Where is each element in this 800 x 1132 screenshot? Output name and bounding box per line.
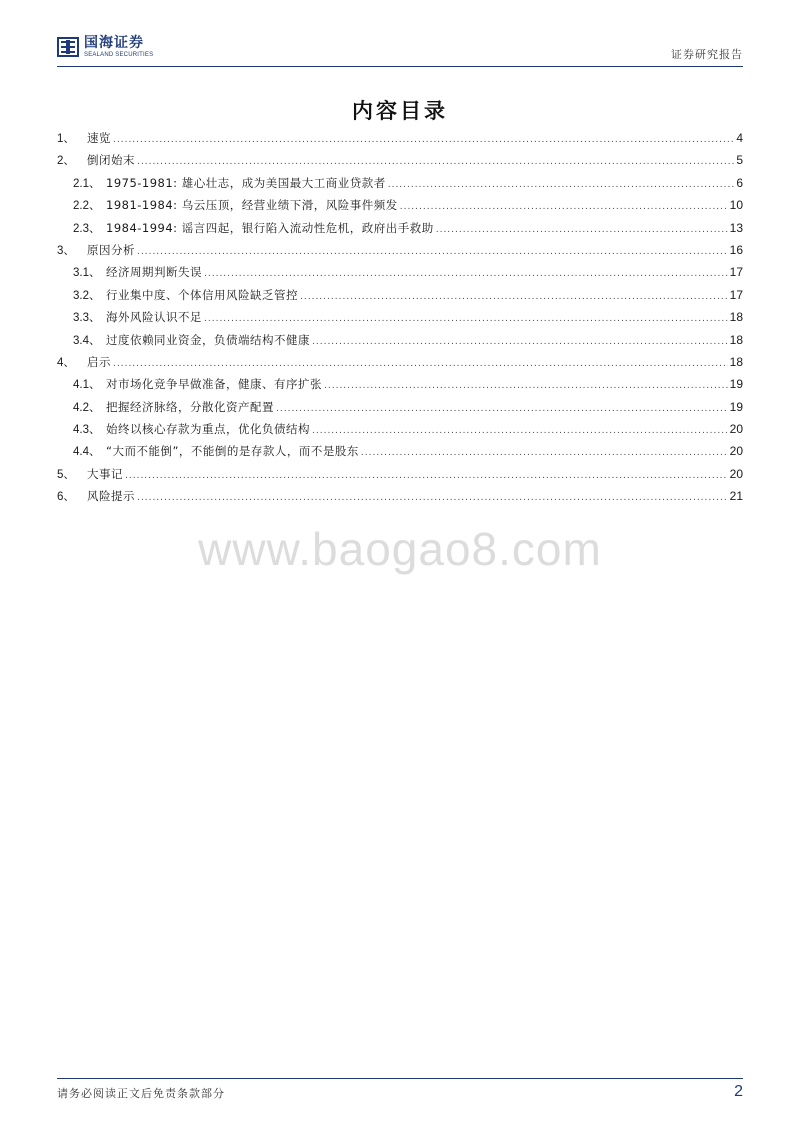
brand-name-cn: 国海证券: [84, 35, 144, 51]
toc-entry-page[interactable]: 16: [729, 242, 743, 257]
toc-entry-number: 3.2、: [73, 289, 101, 302]
table-of-contents: [57, 130, 743, 511]
toc-entry-number: 3、: [57, 244, 75, 257]
toc-entry-page[interactable]: 13: [729, 220, 743, 235]
toc-dot-leader: [388, 180, 735, 190]
toc-entry[interactable]: [57, 399, 743, 421]
toc-entry-label[interactable]: “大而不能倒”，不能倒的是存款人，而不是股东: [106, 444, 359, 459]
toc-dot-leader: [312, 426, 728, 436]
toc-dot-leader: [436, 225, 728, 235]
toc-entry[interactable]: [57, 242, 743, 264]
toc-entry-page[interactable]: 19: [729, 377, 743, 392]
toc-dot-leader: [276, 404, 728, 414]
toc-entry-label[interactable]: 对市场化竞争早做准备，健康、有序扩张: [106, 377, 322, 392]
toc-entry[interactable]: [57, 443, 743, 465]
toc-entry-number: 2、: [57, 155, 75, 168]
toc-entry-page[interactable]: 6: [736, 175, 743, 190]
toc-entry-number: 3.3、: [73, 312, 101, 325]
toc-entry-number: 4.2、: [73, 401, 101, 414]
toc-entry-label[interactable]: 启示: [87, 354, 111, 369]
toc-entry-number: 2.1、: [73, 177, 101, 190]
toc-entry-label[interactable]: 1984-1994: 谣言四起，银行陷入流动性危机，政府出手救助: [106, 220, 434, 235]
toc-entry-page[interactable]: 4: [736, 131, 743, 145]
toc-entry-label[interactable]: 过度依赖同业资金，负债端结构不健康: [106, 332, 310, 347]
toc-entry[interactable]: [57, 175, 743, 197]
toc-entry[interactable]: [57, 197, 743, 219]
toc-dot-leader: [204, 314, 728, 324]
toc-entry-label[interactable]: 经济周期判断失误: [106, 265, 202, 280]
page-number: 2: [734, 1083, 743, 1100]
toc-dot-leader: [361, 448, 728, 458]
brand-name-en: SEALAND SECURITIES: [84, 52, 154, 58]
toc-entry-label[interactable]: 始终以核心存款为重点，优化负债结构: [106, 422, 310, 437]
toc-entry-number: 5、: [57, 468, 75, 481]
toc-entry-label[interactable]: 风险提示: [87, 489, 135, 504]
toc-entry[interactable]: [57, 309, 743, 331]
toc-entry[interactable]: [57, 354, 743, 376]
toc-entry-page[interactable]: 18: [729, 310, 743, 325]
toc-entry-number: 3.4、: [73, 334, 101, 347]
toc-entry[interactable]: [57, 376, 743, 398]
toc-entry-page[interactable]: 20: [729, 422, 743, 437]
page-header: [57, 32, 743, 67]
toc-entry-label[interactable]: 速览: [87, 131, 111, 145]
toc-title: 内容目录: [352, 99, 448, 123]
disclaimer-note: 请务必阅读正文后免责条款部分: [57, 1087, 225, 1100]
toc-entry[interactable]: [57, 220, 743, 242]
toc-entry-number: 4、: [57, 356, 75, 369]
toc-dot-leader: [300, 292, 728, 302]
toc-entry[interactable]: [57, 421, 743, 443]
toc-dot-leader: [312, 337, 728, 347]
toc-dot-leader: [400, 202, 728, 212]
toc-dot-leader: [324, 381, 728, 391]
page-footer: [57, 1078, 743, 1109]
toc-entry-page[interactable]: 10: [729, 198, 743, 213]
toc-entry-number: 1、: [57, 133, 75, 145]
toc-entry-number: 4.3、: [73, 424, 101, 437]
toc-dot-leader: [204, 269, 728, 279]
toc-entry-number: 3.1、: [73, 267, 101, 280]
sealand-logo-icon: [57, 36, 79, 58]
brand-logo: [57, 36, 153, 58]
toc-dot-leader: [137, 157, 734, 167]
toc-entry-number: 4.1、: [73, 379, 101, 392]
toc-entry-label[interactable]: 倒闭始末: [87, 153, 135, 168]
toc-dot-leader: [125, 471, 728, 481]
toc-dot-leader: [113, 135, 734, 145]
report-type-label: 证券研究报告: [671, 48, 743, 61]
toc-entry-number: 2.3、: [73, 222, 101, 235]
toc-entry-number: 6、: [57, 491, 75, 504]
toc-dot-leader: [137, 247, 728, 257]
toc-entry[interactable]: [57, 264, 743, 286]
watermark: www.baogao8.com: [198, 523, 602, 575]
toc-entry-page[interactable]: 21: [729, 489, 743, 504]
toc-entry[interactable]: [57, 466, 743, 488]
toc-entry-label[interactable]: 把握经济脉络，分散化资产配置: [106, 399, 274, 414]
toc-entry[interactable]: [57, 332, 743, 354]
toc-entry-page[interactable]: 18: [729, 332, 743, 347]
toc-entry-page[interactable]: 17: [729, 265, 743, 280]
toc-entry-page[interactable]: 19: [729, 399, 743, 414]
toc-entry-label[interactable]: 海外风险认识不足: [106, 310, 202, 325]
toc-entry-page[interactable]: 20: [729, 466, 743, 481]
toc-dot-leader: [113, 359, 728, 369]
toc-entry-label[interactable]: 1975-1981: 雄心壮志，成为美国最大工商业贷款者: [106, 175, 386, 190]
toc-entry-label[interactable]: 原因分析: [87, 242, 135, 257]
toc-entry-page[interactable]: 17: [729, 287, 743, 302]
toc-entry-label[interactable]: 大事记: [87, 466, 123, 481]
toc-entry[interactable]: [57, 152, 743, 174]
toc-entry[interactable]: [57, 488, 743, 510]
toc-dot-leader: [137, 493, 728, 503]
toc-entry-number: 2.2、: [73, 200, 101, 213]
toc-entry-label[interactable]: 1981-1984: 乌云压顶，经营业绩下滑，风险事件频发: [106, 198, 398, 213]
toc-entry[interactable]: [57, 287, 743, 309]
toc-entry-page[interactable]: 20: [729, 444, 743, 459]
toc-entry-page[interactable]: 18: [729, 354, 743, 369]
toc-entry-label[interactable]: 行业集中度、个体信用风险缺乏管控: [106, 287, 298, 302]
toc-entry-number: 4.4、: [73, 446, 101, 459]
toc-entry[interactable]: [57, 130, 743, 152]
toc-entry-page[interactable]: 5: [736, 153, 743, 168]
